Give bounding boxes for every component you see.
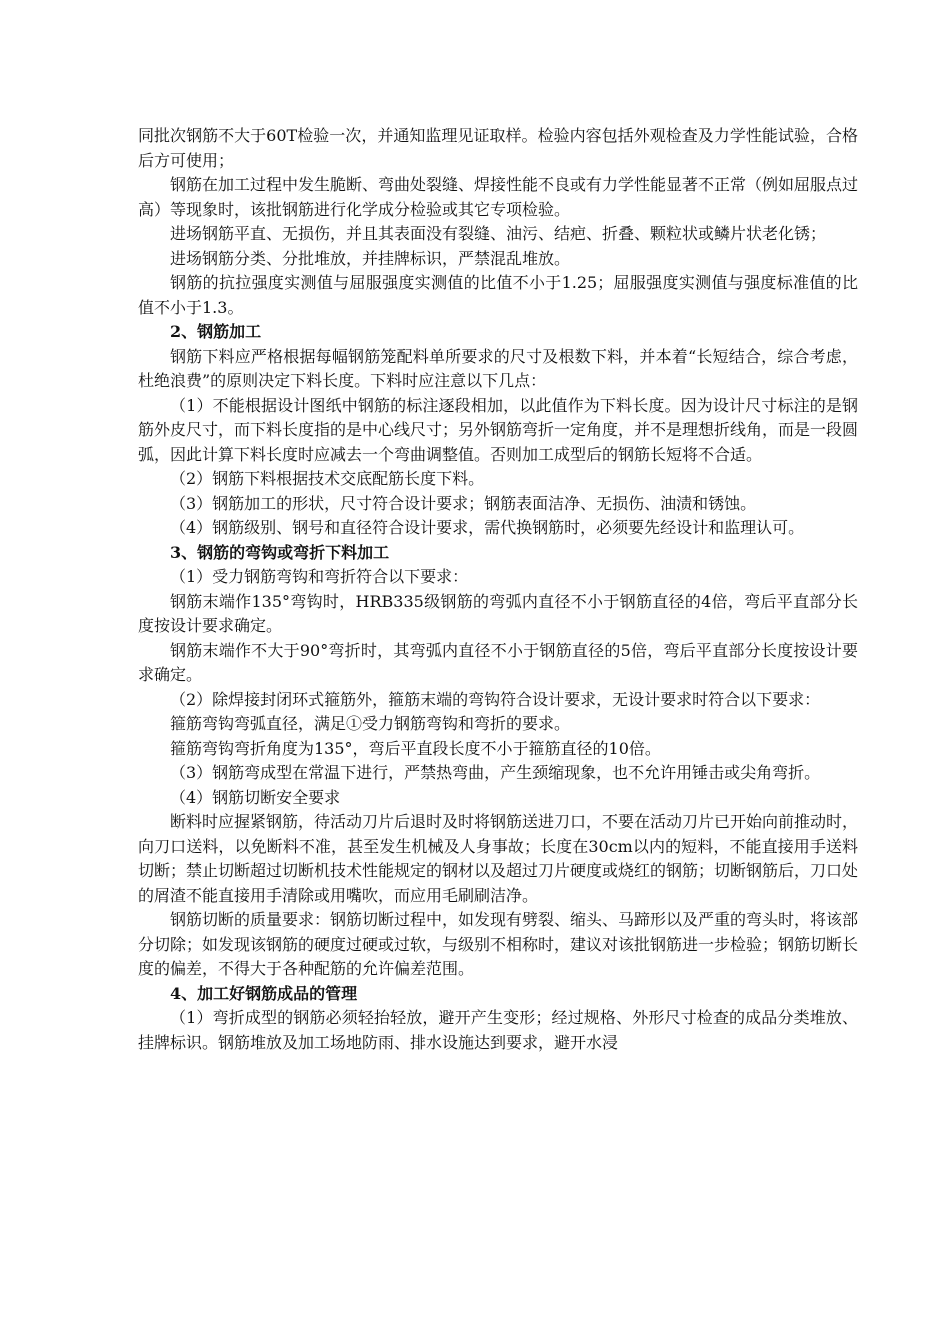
paragraph: （3）钢筋加工的形状，尺寸符合设计要求；钢筋表面洁净、无损伤、油渍和锈蚀。 <box>170 493 757 513</box>
paragraph: 进场钢筋分类、分批堆放，并挂牌标识，严禁混乱堆放。 <box>170 248 571 268</box>
paragraph: 箍筋弯钩弯弧直径，满足①受力钢筋弯钩和弯折的要求。 <box>170 714 571 733</box>
paragraph: （1）弯折成型的钢筋必须轻抬轻放，避开产生变形；经过规格、外形尺寸检查的成品分类堆放、挂牌标识。钢筋堆放及加工场地防雨、排水设施达到要求，避开水浸 <box>138 1008 858 1052</box>
paragraph: 进场钢筋平直、无损伤，并且其表面没有裂缝、油污、结疤、折叠、颗粒状或鳞片状老化锈； <box>170 224 827 243</box>
paragraph: （4）钢筋切断安全要求 <box>170 787 341 807</box>
paragraph: 钢筋下料应严格根据每幅钢筋笼配料单所要求的尺寸及根数下料，并本着“长短结合，综合考虑，杜绝浪费”的原则决定下料长度。下料时应注意以下几点： <box>138 346 858 390</box>
paragraph: （2）除焊接封闭环式箍筋外，箍筋末端的弯钩符合设计要求，无设计要求时符合以下要求： <box>170 689 821 709</box>
paragraph: 钢筋末端作不大于90°弯折时，其弯弧内直径不小于钢筋直径的5倍，弯后平直部分长度按设计要求确定。 <box>138 640 858 684</box>
section-heading: 2、钢筋加工 <box>170 322 262 341</box>
paragraph: 断料时应握紧钢筋，待活动刀片后退时及时将钢筋送进刀口，不要在活动刀片已开始向前推动时，向刀口送料，以免断料不准，甚至发生机械及人身事故；长度在30cm以内的短料，不能直接用手送料切断；禁止切断超过切断机技术性能规定的钢材以及超过刀片硬度或烧红的钢筋；切断钢筋后，刀口处的屑渣不能直接用手清除或用嘴吹，而应用毛刷刷洁净。 <box>138 812 859 905</box>
paragraph: 钢筋末端作135°弯钩时，HRB335级钢筋的弯弧内直径不小于钢筋直径的4倍，弯后平直部分长度按设计要求确定。 <box>138 591 858 635</box>
paragraph: （3）钢筋弯成型在常温下进行，严禁热弯曲，产生颈缩现象，也不允许用锤击或尖角弯折。 <box>170 763 821 782</box>
paragraph: 钢筋的抗拉强度实测值与屈服强度实测值的比值不小于1.25；屈服强度实测值与强度标准值的比值不小于1.3。 <box>138 273 858 317</box>
paragraph: 箍筋弯钩弯折角度为135°，弯后平直段长度不小于箍筋直径的10倍。 <box>170 738 661 758</box>
section-heading: 4、加工好钢筋成品的管理 <box>170 983 358 1003</box>
document-body <box>138 124 858 1055</box>
paragraph: 同批次钢筋不大于60T检验一次，并通知监理见证取样。检验内容包括外观检查及力学性能试验，合格后方可使用； <box>138 126 858 170</box>
paragraph: （1）不能根据设计图纸中钢筋的标注逐段相加，以此值作为下料长度。因为设计尺寸标注的是钢筋外皮尺寸，而下料长度指的是中心线尺寸；另外钢筋弯折一定角度，并不是理想折线角，而是一段圆弧，因此计算下料长度时应减去一个弯曲调整值。否则加工成型后的钢筋长短将不合适。 <box>138 395 859 464</box>
paragraph: （4）钢筋级别、钢号和直径符合设计要求，需代换钢筋时，必须要先经设计和监理认可。 <box>170 518 805 537</box>
paragraph: （2）钢筋下料根据技术交底配筋长度下料。 <box>170 469 485 488</box>
paragraph: 钢筋在加工过程中发生脆断、弯曲处裂缝、焊接性能不良或有力学性能显著不正常（例如屈服点过高）等现象时，该批钢筋进行化学成分检验或其它专项检验。 <box>138 175 859 219</box>
section-heading: 3、钢筋的弯钩或弯折下料加工 <box>170 542 390 562</box>
paragraph: 钢筋切断的质量要求：钢筋切断过程中，如发现有劈裂、缩头、马蹄形以及严重的弯头时，将该部分切除；如发现该钢筋的硬度过硬或过软，与级别不相称时，建议对该批钢筋进一步检验；钢筋切断长度的偏差，不得大于各种配筋的允许偏差范围。 <box>138 910 859 978</box>
paragraph: （1）受力钢筋弯钩和弯折符合以下要求： <box>170 567 469 586</box>
